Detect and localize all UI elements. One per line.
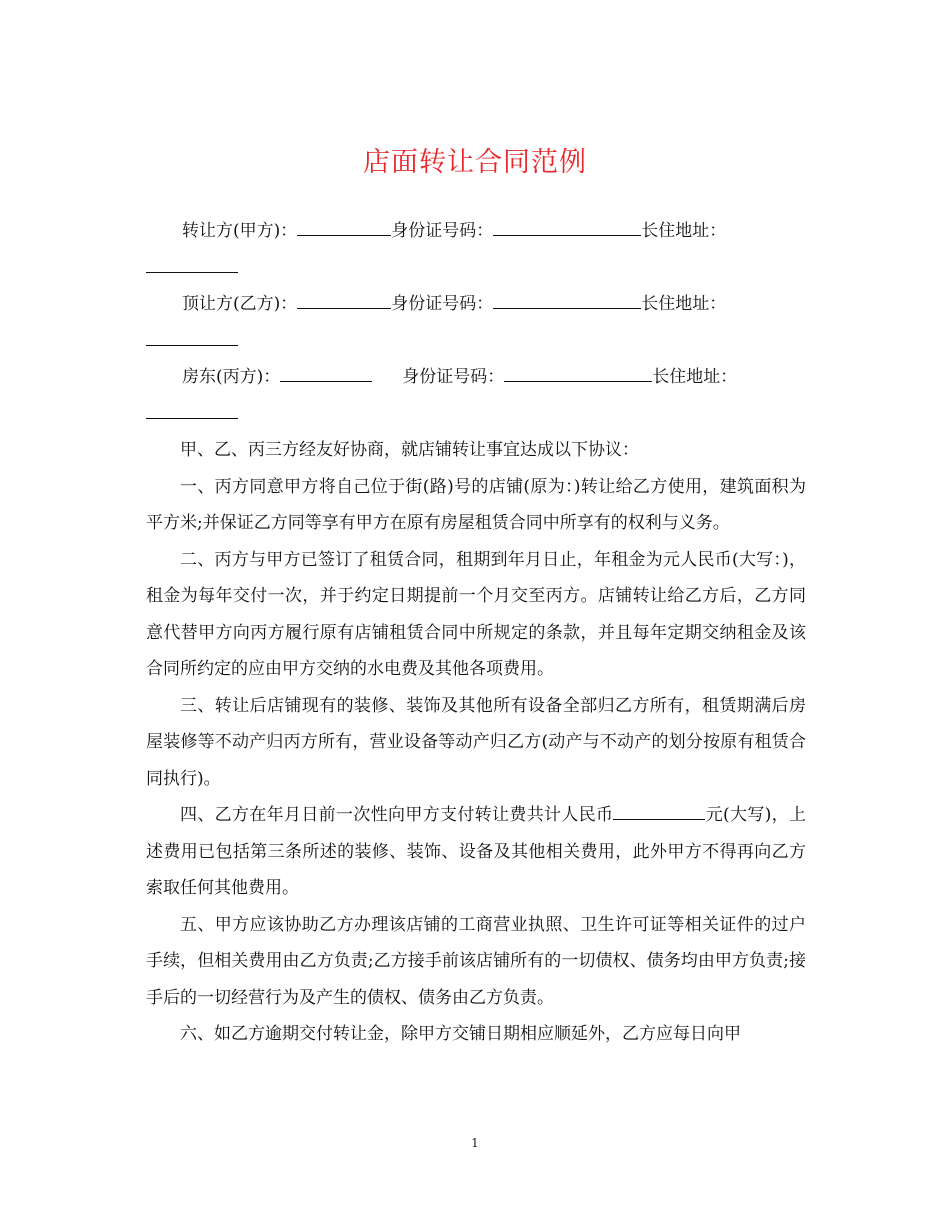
transferor-label: 转让方(甲方)： bbox=[182, 221, 298, 241]
transferor-address-label: 长住地址： bbox=[641, 221, 727, 241]
transferor-name-blank bbox=[297, 234, 391, 236]
transferee-id-label: 身份证号码： bbox=[391, 294, 494, 314]
transferor-address-line bbox=[146, 250, 806, 287]
transferee-label: 顶让方(乙方)： bbox=[182, 294, 298, 314]
agreement-intro: 甲、乙、丙三方经友好协商，就店铺转让事宜达成以下协议： bbox=[180, 440, 639, 460]
landlord-address-line bbox=[146, 396, 806, 433]
clause-3: 三、转让后店铺现有的装修、装饰及其他所有设备全部归乙方所有，租赁期满后房屋装修等不动产归丙方所有，营业设备等动产归乙方(动产与不动产的划分按原有租赁合同执行)。 bbox=[146, 695, 806, 789]
transferee-name-blank bbox=[297, 307, 391, 309]
landlord-label: 房东(丙方)： bbox=[182, 367, 281, 387]
clause-4-after: 元(大写)，上述费用已包括第三条所述的装修、装饰、设备及其他相关费用，此外甲方不得再向乙方索取任何其他费用。 bbox=[146, 805, 807, 898]
transferee-address-line bbox=[146, 323, 806, 360]
transferor-address-blank bbox=[146, 271, 238, 273]
transferor-id-label: 身份证号码： bbox=[391, 221, 494, 241]
clause-6: 六、如乙方逾期交付转让金，除甲方交铺日期相应顺延外，乙方应每日向甲 bbox=[180, 1024, 741, 1044]
landlord-id-blank bbox=[504, 380, 652, 382]
page-number: 1 bbox=[471, 1136, 479, 1150]
transferee-id-blank bbox=[493, 307, 641, 309]
transfer-fee-blank bbox=[613, 818, 705, 820]
party-line-transferee bbox=[146, 286, 806, 323]
transferee-address-blank bbox=[146, 344, 238, 346]
clause-4-before: 四、乙方在年月日前一次性向甲方支付转让费共计人民币 bbox=[180, 805, 614, 825]
landlord-id-label: 身份证号码： bbox=[402, 367, 505, 387]
document-body bbox=[146, 213, 806, 1053]
clause-1: 一、丙方同意甲方将自己位于街(路)号的店铺(原为：)转让给乙方使用，建筑面积为平方米;并保证乙方同等享有甲方在原有房屋租赁合同中所享有的权利与义务。 bbox=[146, 476, 806, 533]
clause-5: 五、甲方应该协助乙方办理该店铺的工商营业执照、卫生许可证等相关证件的过户手续，但相关费用由乙方负责;乙方接手前该店铺所有的一切债权、债务均由甲方负责;接手后的一切经营行为及产生的债权、债务由乙方负责。 bbox=[146, 914, 806, 1008]
clause-4 bbox=[146, 797, 806, 907]
landlord-address-blank bbox=[146, 417, 238, 419]
party-line-landlord bbox=[146, 359, 806, 396]
document-title: 店面转让合同范例 bbox=[363, 147, 587, 178]
clause-2: 二、丙方与甲方已签订了租赁合同，租期到年月日止，年租金为元人民币(大写：)，租金为每年交付一次，并于约定日期提前一个月交至丙方。店铺转让给乙方后，乙方同意代替甲方向丙方履行原有店铺租赁合同中所规定的条款，并且每年定期交纳租金及该合同所约定的应由甲方交纳的水电费及其他各项费用。 bbox=[146, 549, 806, 679]
transferee-address-label: 长住地址： bbox=[641, 294, 727, 314]
party-line-transferor bbox=[146, 213, 806, 250]
landlord-name-blank bbox=[280, 380, 372, 382]
landlord-address-label: 长住地址： bbox=[652, 367, 738, 387]
transferor-id-blank bbox=[493, 234, 641, 236]
